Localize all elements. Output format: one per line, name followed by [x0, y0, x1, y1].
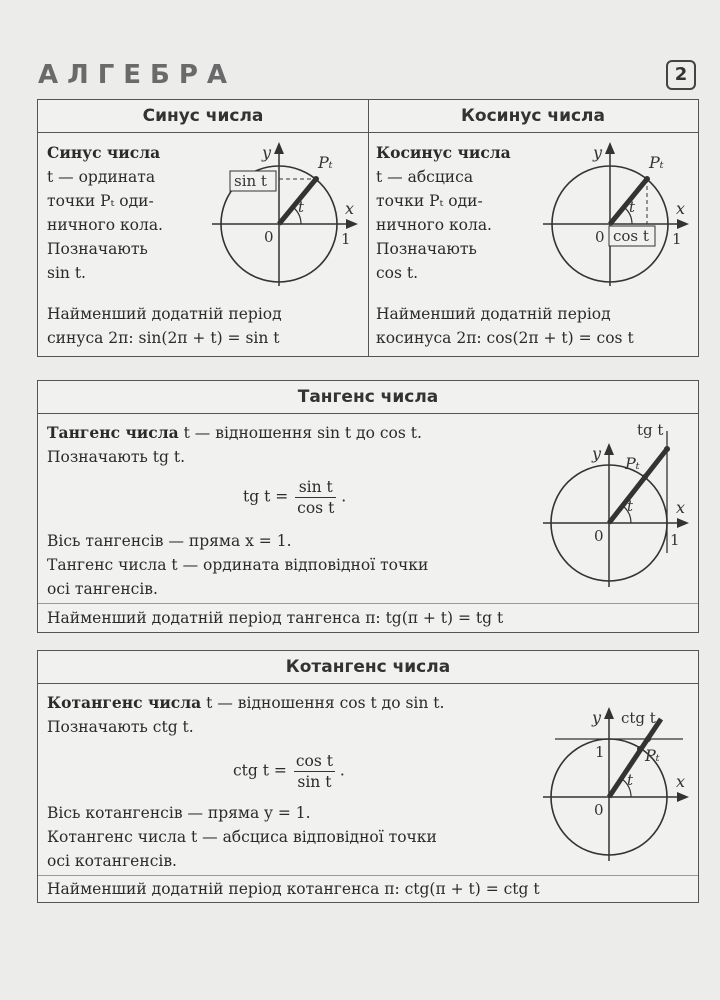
point-pt [642, 474, 648, 480]
sine-term: Синус числа [47, 143, 161, 162]
cotangent-term: Котангенс числа [47, 693, 202, 712]
y-label: y [592, 444, 602, 463]
one-label: 1 [341, 230, 351, 248]
tangent-card [37, 380, 699, 633]
tg-value-label: tg t [637, 421, 664, 439]
x-axis-arrow-icon [677, 219, 689, 229]
column-divider [368, 100, 369, 356]
y-axis-arrow-icon [604, 443, 614, 455]
cosine-line: точки Pₜ оди- [376, 192, 483, 210]
section-title: АЛГЕБРА [38, 60, 237, 90]
origin-label: 0 [264, 228, 274, 246]
point-pt [313, 176, 319, 182]
tangent-point [664, 446, 670, 452]
tangent-line1-rest: t — відношення sin t до cos t. [183, 424, 422, 442]
cotangent-formula-end: . [339, 761, 345, 780]
cosine-term: Косинус числа [376, 143, 511, 162]
tangent-term: Тангенс числа [47, 423, 179, 442]
tangent-formula-numerator: sin t [295, 477, 336, 498]
tangent-unit-circle-figure [541, 421, 691, 591]
x-label: x [676, 772, 686, 791]
cotangent-axis-line: Вісь котангенсів — пряма y = 1. [47, 804, 311, 822]
cosine-unit-circle-figure [541, 138, 691, 288]
sine-period-line: Найменший додатній період [47, 305, 282, 323]
tangent-heading: Тангенс числа [38, 381, 698, 414]
ctg-value-label: ctg t [621, 709, 656, 727]
tangent-notation: Позначають tg t. [47, 448, 186, 466]
cotangent-formula-left: ctg t = [233, 761, 287, 780]
cosine-definition [376, 141, 511, 285]
tangent-axis-line: Вісь тангенсів — пряма x = 1. [47, 532, 292, 550]
point-pt [644, 176, 650, 182]
y-label: y [592, 708, 602, 727]
y-axis-arrow-icon [274, 142, 284, 154]
origin-label: 0 [595, 228, 605, 246]
sin-value-label: sin t [234, 172, 267, 190]
sine-line: точки Pₜ оди- [47, 192, 154, 210]
y-label: y [262, 143, 272, 162]
tangent-formula [243, 477, 346, 518]
cotangent-definition-line1 [47, 691, 444, 715]
cosine-line: cos t. [376, 264, 419, 282]
cosine-line: Позначають [376, 240, 477, 258]
cotangent-def-line: осі котангенсів. [47, 852, 177, 870]
cotangent-formula [233, 751, 345, 792]
sine-definition [47, 141, 163, 285]
cotangent-line1-rest: t — відношення cos t до sin t. [206, 694, 445, 712]
sine-cosine-card [37, 99, 699, 357]
angle-label: t [627, 771, 634, 789]
cotangent-unit-circle-figure [541, 699, 691, 879]
x-axis-arrow-icon [346, 219, 358, 229]
tangent-def-line: Тангенс числа t — ордината відповідної точки [47, 556, 429, 574]
tangent-definition-line1 [47, 421, 422, 445]
angle-label: t [627, 497, 634, 515]
sine-line: Позначають [47, 240, 148, 258]
pt-label: Pₜ [318, 153, 333, 172]
angle-label: t [298, 198, 305, 216]
tangent-period: Найменший додатній період тангенса π: tg(π + t) = tg t [47, 609, 504, 627]
tangent-def-line: осі тангенсів. [47, 580, 158, 598]
one-label: 1 [672, 230, 682, 248]
x-axis-arrow-icon [677, 792, 689, 802]
cotangent-notation: Позначають ctg t. [47, 718, 194, 736]
tangent-formula-end: . [341, 487, 347, 506]
one-label: 1 [595, 743, 605, 761]
cotangent-formula-numerator: cos t [295, 752, 333, 770]
y-axis-arrow-icon [605, 142, 615, 154]
tangent-formula-denominator: cos t [297, 499, 335, 517]
sine-heading: Синус числа [38, 100, 368, 133]
cotangent-heading: Котангенс числа [38, 651, 698, 684]
tangent-formula-left: tg t = [243, 487, 289, 506]
origin-label: 0 [594, 801, 604, 819]
y-axis-arrow-icon [604, 707, 614, 719]
cosine-period [376, 302, 634, 350]
tangent-fraction [295, 477, 336, 518]
x-axis-arrow-icon [677, 518, 689, 528]
y-label: y [593, 143, 603, 162]
page-number-badge: 2 [666, 60, 696, 90]
cotangent-point [645, 736, 651, 742]
sine-line: sin t. [47, 264, 86, 282]
x-label: x [345, 199, 355, 218]
cosine-line: t — абсциса [376, 168, 474, 186]
cosine-period-line: косинуса 2π: cos(2π + t) = cos t [376, 329, 634, 347]
cos-value-label: cos t [613, 227, 649, 245]
cosine-period-line: Найменший додатній період [376, 305, 611, 323]
cosine-heading: Косинус числа [368, 100, 698, 133]
cotangent-period: Найменший додатній період котангенса π: ctg(π + t) = ctg t [47, 880, 540, 898]
sine-period-line: синуса 2π: sin(2π + t) = sin t [47, 329, 280, 347]
cotangent-def-line: Котангенс числа t — абсциса відповідної точки [47, 828, 437, 846]
pt-label: Pₜ [645, 746, 660, 765]
angle-label: t [629, 198, 636, 216]
sine-line: t — ордината [47, 168, 156, 186]
x-label: x [676, 199, 686, 218]
cotangent-formula-denominator: sin t [297, 773, 332, 791]
origin-label: 0 [594, 527, 604, 545]
tangent-separator [38, 603, 698, 604]
pt-label: Pₜ [649, 153, 664, 172]
point-pt [637, 746, 643, 752]
sine-period [47, 302, 282, 350]
cotangent-card [37, 650, 699, 903]
pt-label: Pₜ [625, 454, 640, 473]
sine-unit-circle-figure [210, 138, 360, 288]
one-label: 1 [670, 531, 680, 549]
cotangent-fraction [294, 751, 335, 792]
x-label: x [676, 498, 686, 517]
cosine-line: ничного кола. [376, 216, 492, 234]
sine-line: ничного кола. [47, 216, 163, 234]
